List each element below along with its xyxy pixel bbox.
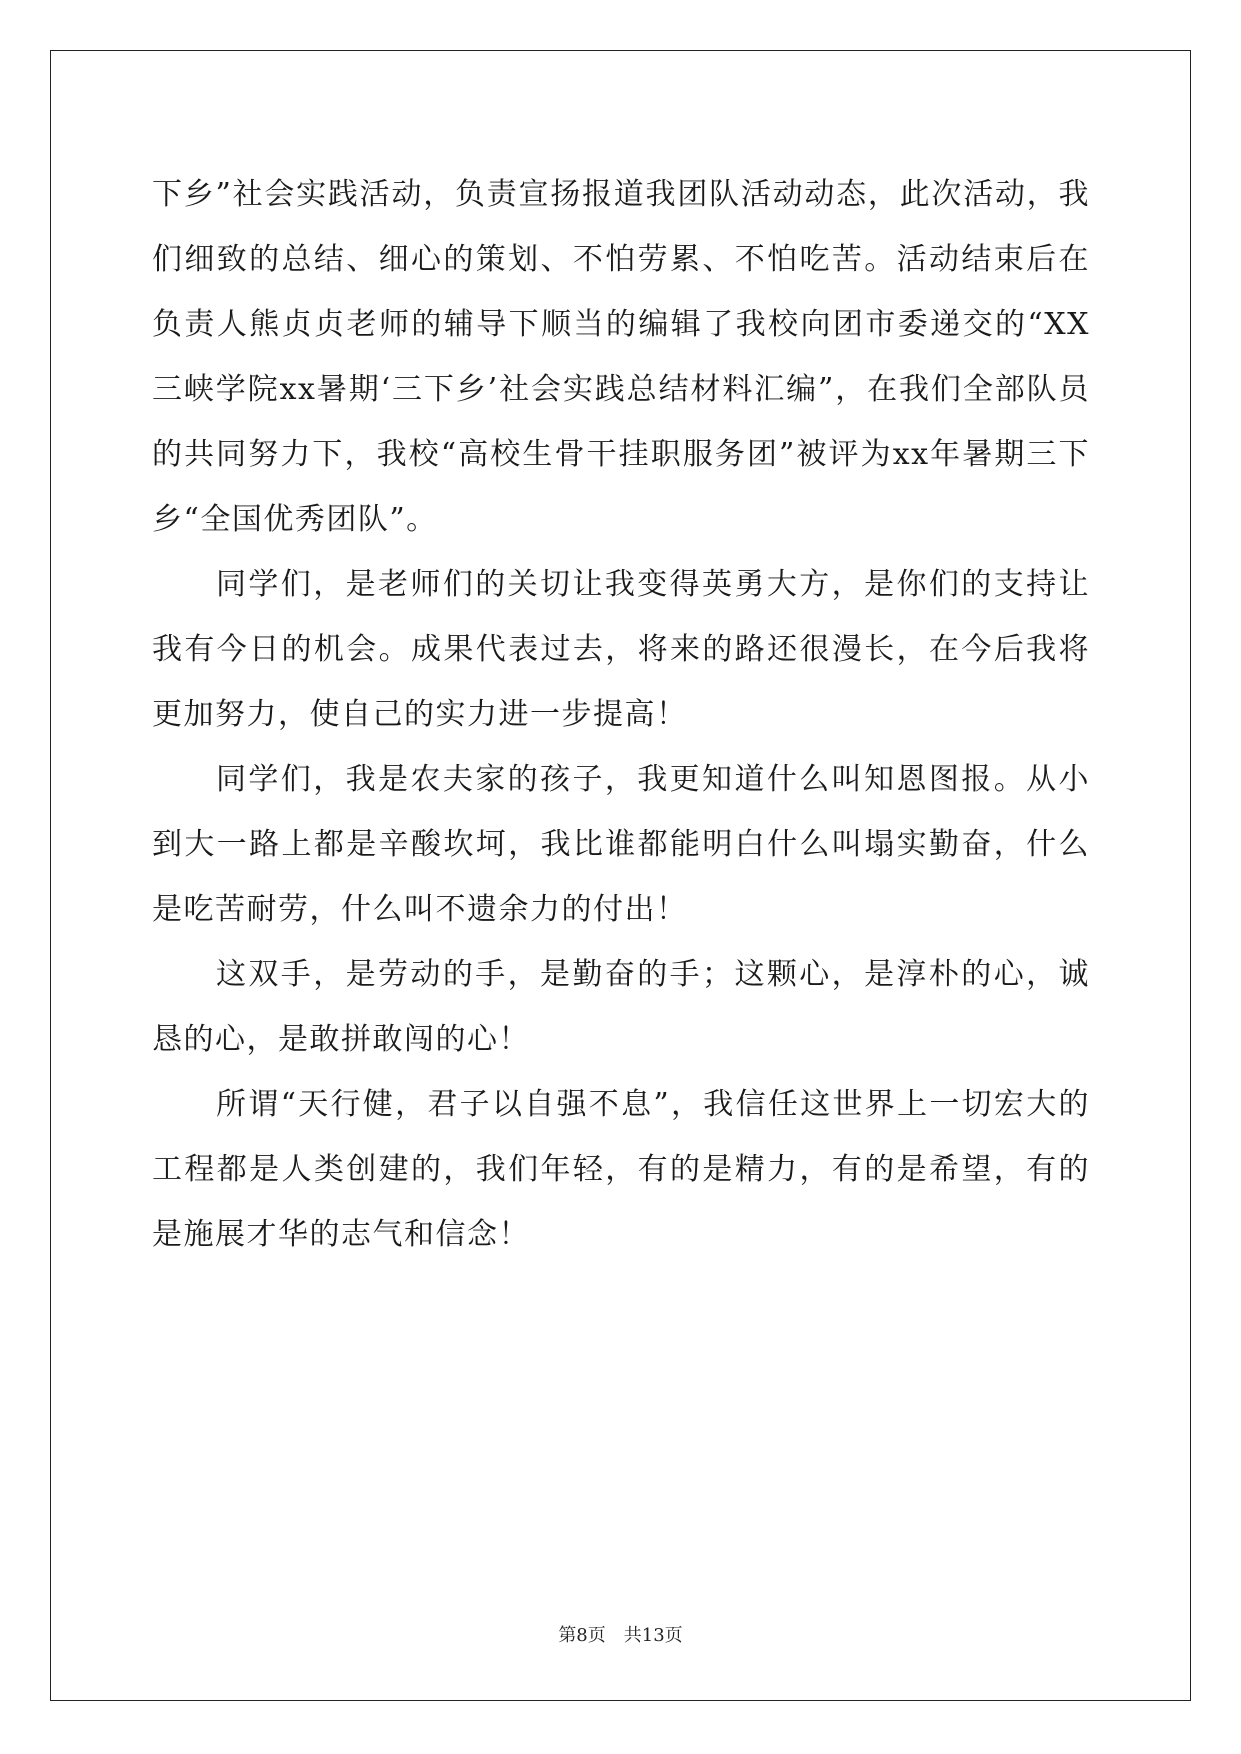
paragraph-farmer-child: 同学们，我是农夫家的孩子，我更知道什么叫知恩图报。从小到大一路上都是辛酸坎坷，我比谁都能明白什么叫塌实勤奋，什么是吃苦耐劳，什么叫不遗余力的付出！ xyxy=(152,762,1090,927)
page-footer xyxy=(0,1624,1241,1648)
page-number: 第8页 xyxy=(558,1625,606,1646)
paragraph-hands-heart: 这双手，是劳动的手，是勤奋的手；这颗心，是淳朴的心，诚恳的心，是敢拼敢闯的心！ xyxy=(152,957,1090,1057)
paragraph-self-strengthening: 所谓“天行健，君子以自强不息”，我信任这世界上一切宏大的工程都是人类创建的，我们年轻，有的是精力，有的是希望，有的是施展才华的志气和信念！ xyxy=(152,1087,1090,1252)
paragraph-teachers-support: 同学们，是老师们的关切让我变得英勇大方，是你们的支持让我有今日的机会。成果代表过去，将来的路还很漫长，在今后我将更加努力，使自己的实力进一步提高！ xyxy=(152,567,1090,732)
page-total: 共13页 xyxy=(623,1625,683,1646)
document-body xyxy=(152,162,1090,1267)
paragraph-continued: 下乡”社会实践活动，负责宣扬报道我团队活动动态，此次活动，我们细致的总结、细心的策划、不怕劳累、不怕吃苦。活动结束后在负责人熊贞贞老师的辅导下顺当的编辑了我校向团市委递交的“XX三峡学院xx暑期‘三下乡’社会实践总结材料汇编”，在我们全部队员的共同努力下，我校“高校生骨干挂职服务团”被评为xx年暑期三下乡“全国优秀团队”。 xyxy=(152,177,1090,537)
